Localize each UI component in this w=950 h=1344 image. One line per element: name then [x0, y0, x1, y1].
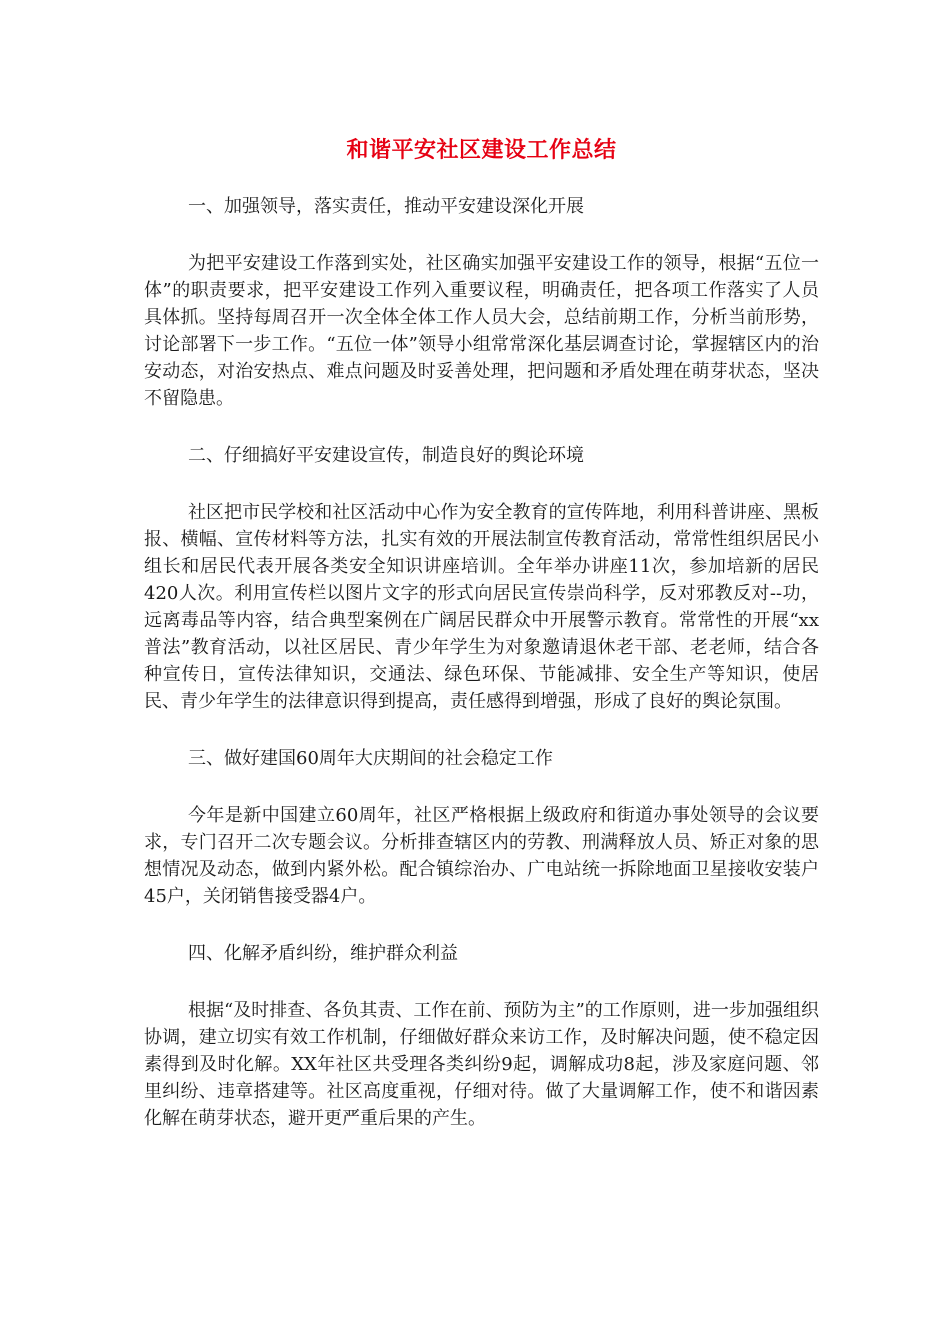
document-title: 和谐平安社区建设工作总结 [346, 138, 617, 163]
document-page [144, 128, 819, 1163]
section-heading: 一、加强领导，落实责任，推动平安建设深化开展 [188, 196, 584, 217]
section-heading: 二、仔细搞好平安建设宣传，制造良好的舆论环境 [188, 445, 584, 466]
section-3 [144, 746, 819, 910]
section-heading: 三、做好建国60周年大庆期间的社会稳定工作 [188, 748, 553, 769]
section-4 [144, 941, 819, 1132]
section-paragraph: 根据“及时排查、各负其责、工作在前、预防为主”的工作原则，进一步加强组织协调，建立切实有效工作机制，仔细做好群众来访工作，及时解决问题，使不稳定因素得到及时化解。XX年社区共受理各类纠纷9起，调解成功8起，涉及家庭问题、邻里纠纷、违章搭建等。社区高度重视，仔细对待。做了大量调解工作，使不和谐因素化解在萌芽状态，避开更严重后果的产生。 [144, 1000, 819, 1129]
section-paragraph: 为把平安建设工作落到实处，社区确实加强平安建设工作的领导，根据“五位一体”的职责要求，把平安建设工作列入重要议程，明确责任，把各项工作落实了人员具体抓。坚持每周召开一次全体全体工作人员大会，总结前期工作，分析当前形势，讨论部署下一步工作。“五位一体”领导小组常常深化基层调查讨论，掌握辖区内的治安动态，对治安热点、难点问题及时妥善处理，把问题和矛盾处理在萌芽状态，坚决不留隐患。 [144, 253, 819, 409]
section-paragraph: 今年是新中国建立60周年，社区严格根据上级政府和街道办事处领导的会议要求，专门召开二次专题会议。分析排查辖区内的劳教、刑满释放人员、矫正对象的思想情况及动态，做到内紧外松。配合镇综治办、广电站统一拆除地面卫星接收安装户45户，关闭销售接受器4户。 [144, 805, 819, 907]
section-paragraph: 社区把市民学校和社区活动中心作为安全教育的宣传阵地，利用科普讲座、黑板报、横幅、宣传材料等方法，扎实有效的开展法制宣传教育活动，常常性组织居民小组长和居民代表开展各类安全知识讲座培训。全年举办讲座11次，参加培新的居民420人次。利用宣传栏以图片文字的形式向居民宣传崇尚科学，反对邪教反对--功，远离毒品等内容，结合典型案例在广阔居民群众中开展警示教育。常常性的开展“xx普法”教育活动，以社区居民、青少年学生为对象邀请退休老干部、老老师，结合各种宣传日，宣传法律知识，交通法、绿色环保、节能减排、安全生产等知识，使居民、青少年学生的法律意识得到提高，责任感得到增强，形成了良好的舆论氛围。 [144, 502, 819, 712]
section-2 [144, 443, 819, 715]
section-heading: 四、化解矛盾纠纷，维护群众利益 [188, 943, 458, 964]
section-1 [144, 194, 819, 412]
